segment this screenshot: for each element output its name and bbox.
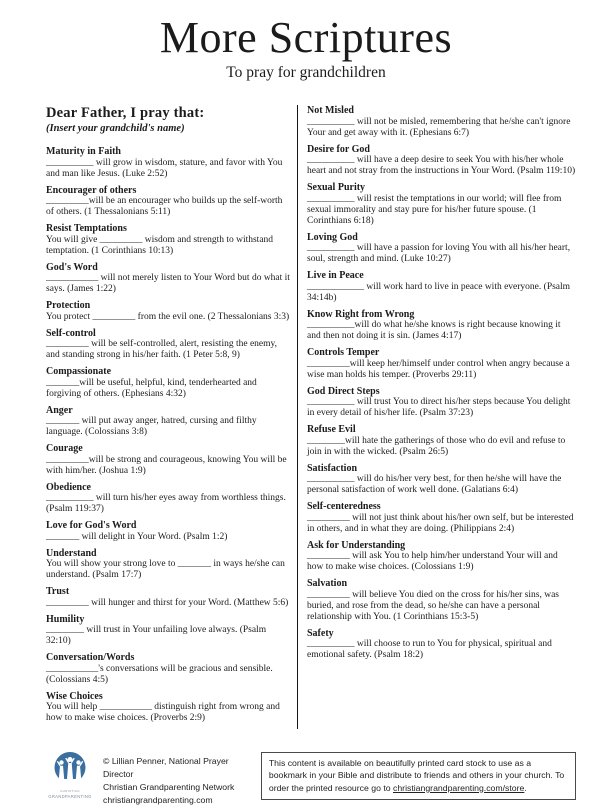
- prayer-section-loving-god: [307, 232, 576, 266]
- prayer-section-god-direct-steps: [307, 386, 576, 420]
- credit-organization: Christian Grandparenting Network: [103, 782, 235, 793]
- section-heading: God's Word: [46, 261, 98, 273]
- credit-copyright: © Lillian Penner, National Prayer Director: [103, 756, 229, 780]
- section-heading: Compassionate: [46, 366, 112, 377]
- section-body: _________ will not just think about his/her own self, but be interested in others, and in what they are doing. (Philippians 2:4): [307, 512, 574, 534]
- prayer-section-desire-for-god: [307, 144, 576, 178]
- section-heading: Trust: [46, 586, 70, 597]
- section-heading: Sexual Purity: [307, 182, 366, 193]
- prayer-section-conversation-words: [46, 652, 291, 686]
- section-heading: Anger: [46, 404, 73, 416]
- section-heading: Self-control: [46, 327, 96, 339]
- section-heading: Protection: [46, 300, 91, 311]
- section-body: ___________ will not merely listen to Your Word but do what it says. (James 1:22): [46, 273, 290, 294]
- section-heading: Not Misled: [307, 105, 354, 116]
- order-info-box: [261, 752, 576, 800]
- prayer-section-not-misled: [307, 105, 576, 139]
- section-heading: Maturity in Faith: [46, 146, 121, 157]
- section-body: __________ will not be misled, remembering that he/she can't ignore Your and get away with it. (Ephesians 6:7): [307, 116, 571, 138]
- logo-caption-line2: GRANDPARENTING: [48, 793, 92, 799]
- prayer-section-understand: [46, 548, 291, 582]
- prayer-section-protection: [46, 300, 291, 323]
- family-figures-icon: [50, 752, 90, 784]
- section-heading: God Direct Steps: [307, 385, 380, 397]
- section-heading: Courage: [46, 443, 83, 454]
- section-heading: Wise Choices: [46, 690, 103, 702]
- section-body: __________ will turn his/her eyes away from worthless things. (Psalm 119:37): [46, 493, 286, 514]
- section-body: _______ will put away anger, hatred, cursing and filthy language. (Colossians 3:8): [46, 416, 257, 437]
- prayer-section-compassionate: [46, 366, 291, 400]
- prayer-section-resist-temptations: [46, 223, 291, 257]
- section-body: _________ will be self-controlled, alert, resisting the enemy, and standing strong in his/her faith. (1 Peter 5:8, 9): [46, 339, 278, 360]
- section-heading: Obedience: [46, 481, 91, 493]
- right-column: [297, 105, 576, 729]
- section-body: __________ will do his/her very best, for then he/she will have the personal satisfaction of work well done. (Galatians 6:4): [307, 474, 562, 495]
- section-body: __________ will choose to run to You for physical, spiritual and emotional safety. (Psalm 18:2): [307, 639, 552, 660]
- prayer-section-humility: [46, 614, 291, 648]
- document-subtitle: To pray for grandchildren: [226, 64, 386, 81]
- prayer-section-know-right-from-wrong: [307, 309, 576, 343]
- prayer-section-live-in-peace: [307, 270, 576, 304]
- order-info-text: This content is available on beautifully printed card stock to use as a bookmark in your Bible and distribute to friends and others in your church. To order the printed resource go to: [268, 758, 565, 793]
- credit-lines: [103, 752, 261, 807]
- prayer-section-sexual-purity: [307, 182, 576, 227]
- section-body: __________ will resist the temptations in our world; will flee from sexual immorality and stay pure for his/her future spouse. (1 Corinthians 6:18): [307, 193, 562, 226]
- section-body: ________ will trust in Your unfailing love always. (Psalm 32:10): [46, 625, 267, 646]
- section-body: __________will do what he/she knows is right because knowing it and then not doing it is sin. (James 4:17): [307, 320, 561, 341]
- prayer-section-self-control: [46, 328, 291, 362]
- prayer-section-gods-word: [46, 262, 291, 296]
- section-heading: Loving God: [307, 231, 358, 243]
- prayer-section-wise-choices: [46, 691, 291, 725]
- prayer-section-courage: [46, 443, 291, 477]
- section-body: You protect _________ from the evil one. (2 Thessalonians 3:3): [46, 311, 290, 322]
- prayer-section-love-for-gods-word: [46, 520, 291, 543]
- section-body: You will give _________ wisdom and strength to withstand temptation. (1 Corinthians 10:13): [46, 234, 274, 256]
- section-body: __________ will have a deep desire to seek You with his/her whole heart and not stray from the instructions in Your Word. (Psalm 119:10): [307, 155, 576, 176]
- prayer-section-salvation: [307, 578, 576, 623]
- section-heading: Salvation: [307, 578, 348, 589]
- prayer-section-safety: [307, 628, 576, 662]
- section-body: _______will be useful, helpful, kind, tenderhearted and forgiving of others. (Ephesians 4:32): [46, 377, 257, 399]
- section-body: ________will hate the gatherings of those who do evil and refuse to join in with the wicked. (Psalm 26:5): [307, 435, 566, 457]
- credit-block: [46, 752, 261, 807]
- section-heading: Love for God's Word: [46, 520, 137, 531]
- prayer-section-ask-for-understanding: [307, 540, 576, 574]
- section-body: _______ will delight in Your Word. (Psalm 1:2): [46, 531, 228, 542]
- section-heading: Desire for God: [307, 143, 370, 155]
- document-title: More Scriptures: [159, 13, 453, 62]
- section-body: You will show your strong love to _______ in ways he/she can understand. (Psalm 17:7): [46, 559, 285, 580]
- section-body: _________will keep her/himself under control when angry because a wise man holds his temper. (Proverbs 29:11): [307, 358, 570, 380]
- section-heading: Humility: [46, 613, 85, 625]
- prayer-section-trust: [46, 586, 291, 609]
- content-columns: [46, 105, 576, 729]
- credit-website: christiangrandparenting.com: [103, 795, 213, 806]
- prayer-section-refuse-evil: [307, 424, 576, 458]
- footer: [46, 752, 576, 807]
- section-heading: Resist Temptations: [46, 223, 127, 234]
- prayer-section-satisfaction: [307, 463, 576, 497]
- prayer-section-anger: [46, 405, 291, 439]
- section-body: _________will be strong and courageous, knowing You will be with him/her. (Joshua 1:9): [46, 454, 287, 476]
- prayer-section-self-centeredness: [307, 501, 576, 535]
- section-heading: Encourager of others: [46, 184, 137, 196]
- section-heading: Controls Temper: [307, 347, 380, 358]
- section-body: _________will be an encourager who builds up the self-worth of others. (1 Thessalonians 5:11): [46, 196, 283, 217]
- logo-caption-line1: CHRISTIAN: [60, 789, 80, 793]
- left-column: [46, 105, 297, 729]
- section-body: __________ will have a passion for loving You with all his/her heart, soul, strength and mind. (Luke 10:27): [307, 243, 571, 264]
- section-body: ____________ will work hard to live in peace with everyone. (Psalm 34:14b): [307, 281, 571, 303]
- section-body: _________ will believe You died on the cross for his/her sins, was buried, and rose from the dead, so he/she can have a personal relationship with You. (1 Corinthians 15:3-5): [307, 589, 559, 622]
- section-heading: Ask for Understanding: [307, 539, 406, 551]
- intro-note: (Insert your grandchild's name): [46, 123, 185, 134]
- section-heading: Safety: [307, 627, 334, 639]
- section-body: __________ will trust You to direct his/her steps because You delight in every detail of his/her life. (Psalm 37:23): [307, 397, 571, 418]
- intro-heading: Dear Father, I pray that:: [46, 105, 205, 121]
- prayer-section-controls-temper: [307, 347, 576, 381]
- prayer-section-obedience: [46, 482, 291, 516]
- section-body: ___________'s conversations will be gracious and sensible. (Colossians 4:5): [46, 663, 273, 685]
- section-body: _________ will ask You to help him/her understand Your will and how to make wise choices. (Colossians 1:9): [307, 551, 558, 572]
- order-info-period: .: [524, 782, 527, 793]
- section-body: __________ will grow in wisdom, stature, and favor with You and man like Jesus. (Luke 2:52): [46, 157, 283, 179]
- section-heading: Conversation/Words: [46, 652, 135, 663]
- section-body: You will help ___________ distinguish right from wrong and how to make wise choices. (Proverbs 2:9): [46, 702, 280, 723]
- prayer-section-maturity-in-faith: [46, 146, 291, 180]
- section-heading: Understand: [46, 547, 97, 559]
- section-heading: Know Right from Wrong: [307, 308, 415, 320]
- section-heading: Refuse Evil: [307, 424, 356, 435]
- section-heading: Live in Peace: [307, 270, 364, 281]
- prayer-section-encourager-of-others: [46, 185, 291, 219]
- store-link[interactable]: christiangrandparenting.com/store: [393, 782, 525, 793]
- section-heading: Satisfaction: [307, 462, 357, 474]
- section-heading: Self-centeredness: [307, 501, 381, 512]
- section-body: _________ will hunger and thirst for your Word. (Matthew 5:6): [46, 597, 289, 608]
